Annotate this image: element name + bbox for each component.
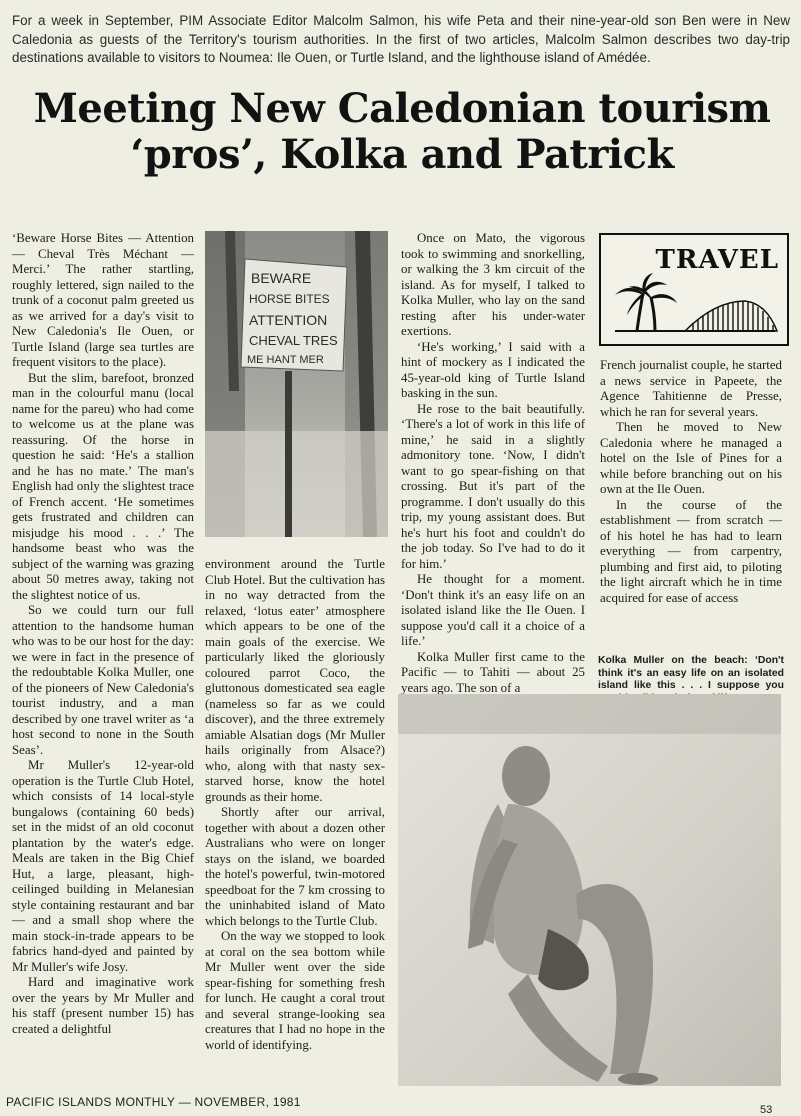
- paragraph: He rose to the bait beautifully. ‘There's a lot of work in this life of mine,’ he said in a slightly admonitory tone. ‘Now, I didn't want to go spear-fishing on that crossing. But it's part of the programme. I don't usually do this trip, my young assistant does. But he's hurt his foot and couldn't do the job today. So I've had to do it for him.’: [401, 401, 585, 571]
- sign-line: CHEVAL TRES: [249, 333, 338, 348]
- sign-line: ATTENTION: [249, 312, 328, 328]
- beach-photo-image: [398, 694, 781, 1086]
- paragraph: ‘He's working,’ I said with a hint of mockery as I indicated the 45-year-old king of Turtle Island basking in the sun.: [401, 339, 585, 400]
- photo-caption: Kolka Muller on the beach: ‘Don't think it's an easy life on an isolated island like this . . . I suppose you: [598, 655, 784, 691]
- paragraph: environment around the Turtle Club Hotel. But the cultivation has in no way detracted from the relaxed, ‘lotus eater’ atmosphere which appears to be one of the main goals of the exercise. We particularly liked the gloriously coloured parrot Coco, the gluttonous domesticated sea eagle (nameless so far as we could discover), and the three extremely amiable Alsatian dogs (Mr Muller hails originally from Alsace?) who, along with that nasty sex-starved horse, know the hotel grounds as their home.: [205, 557, 385, 804]
- paragraph: On the way we stopped to look at coral on the sea bottom while Mr Muller went over the side spear-fishing for something fresh for lunch. He caught a coral trout and several strange-looking sea creatures that I had no hope in the world of identifying.: [205, 929, 385, 1052]
- paragraph: In the course of the establishment — from scratch — of his hotel he has had to learn everything — from carpentry, plumbing and first aid, to piloting the light aircraft which he in time acquired for ease of access: [600, 497, 782, 605]
- article-column-2: [205, 557, 385, 1053]
- paragraph: Then he moved to New Caledonia where he managed a hotel on the Isle of Pines for a while before branching out on his own at the Ile Ouen.: [600, 420, 782, 496]
- headline-line-1: Meeting New Caledonian tourism: [33, 85, 771, 132]
- paragraph: Shortly after our arrival, together with about a dozen other Australians who were on longer stays on the island, we boarded the hotel's powerful, twin-motored speedboat for the 7 km crossing to the uninhabited island of Mato which belongs to the Turtle Club.: [205, 805, 385, 928]
- article-column-3: [401, 231, 585, 696]
- sign-photo: [205, 231, 388, 537]
- palm-island-icon: [605, 265, 781, 341]
- paragraph: So we could turn our full attention to the handsome human who was to be our host for the day: we were in fact in the presence of the redoubtable Kolka Muller, one of the pioneers of New Caledonia's tourist industry, and a man described by one travel writer as ‘a host second to none in the South Seas’.: [12, 603, 194, 757]
- paragraph: French journalist couple, he started a news service in Papeete, the Agence Tahitienne de Presse, which he ran for several years.: [600, 358, 782, 419]
- article-column-4: [600, 358, 782, 606]
- travel-section-badge: [599, 233, 789, 346]
- page-footer: PACIFIC ISLANDS MONTHLY — NOVEMBER, 1981: [6, 1095, 301, 1109]
- paragraph: But the slim, barefoot, bronzed man in the colourful manu (local name for the pareu) who had come to welcome us at the plane was reassuring. Of the horse in question he said: ‘He's a stallion and he has no mate.’ The man's English had only the slightest trace of French accent. ‘He sometimes gets frustrated and children can misjudge his mood . . .’ The handsome beast who was the subject of the warning was grazing about 50 metres away, taking not the slightest notice of us.: [12, 370, 194, 602]
- paragraph: Mr Muller's 12-year-old operation is the Turtle Club Hotel, which consists of 14 local-style bungalows (containing 60 beds) set in the midst of an old coconut plantation by the water's edge. Meals are taken in the Big Chief Hut, a large, pleasant, high-ceilinged building in Melanesian style containing restaurant and bar — and a small shop where the main stock-in-trade appears to be fabrics hand-dyed and painted by Mr Muller's wife Josy.: [12, 758, 194, 974]
- intro-paragraph: For a week in September, PIM Associate Editor Malcolm Salmon, his wife Peta and their nine-year-old son Ben were in New Caledonia as guests of the Territory's tourism authorities. In the first of two articles, Malcolm Salmon describes two day-trip destinations available to visitors to Noumea: Ile Ouen, or Turtle Island, and the lighthouse island of Amédée.: [12, 13, 790, 65]
- paragraph: He thought for a moment. ‘Don't think it's an easy life on an isolated island like the Ile Ouen. I suppose you'd call it a choice of a life.’: [401, 572, 585, 648]
- page-number: 53: [760, 1104, 773, 1116]
- paragraph: Hard and imaginative work over the years by Mr Muller and his staff (present number 15) has created a delightful: [12, 975, 194, 1036]
- sign-line: ME HANT MER: [247, 354, 324, 366]
- sign-photo-image: [205, 231, 388, 537]
- article-column-1: [12, 231, 194, 1037]
- sign-line: HORSE BITES: [249, 292, 330, 306]
- beach-photo: [398, 694, 781, 1086]
- headline: [12, 86, 792, 178]
- paragraph: Once on Mato, the vigorous took to swimming and snorkelling, or walking the 3 km circuit of the island. As for myself, I talked to Kolka Muller, who lay on the sand resting after his under-water exertions.: [401, 231, 585, 338]
- headline-line-2: ‘pros’, Kolka and Patrick: [130, 131, 674, 178]
- sign-line: BEWARE: [251, 270, 312, 286]
- paragraph: ‘Beware Horse Bites — Attention — Cheval Très Méchant — Merci.’ The rather startling, roughly lettered, sign nailed to the trunk of a coconut palm greeted us as we arrived for a day's visit to New Caledonia's Ile Ouen, or Turtle Island (large sea turtles are frequent visitors to the place).: [12, 231, 194, 369]
- travel-label: TRAVEL: [655, 245, 779, 275]
- paragraph: Kolka Muller first came to the Pacific — to Tahiti — about 25 years ago. The son of a: [401, 649, 585, 695]
